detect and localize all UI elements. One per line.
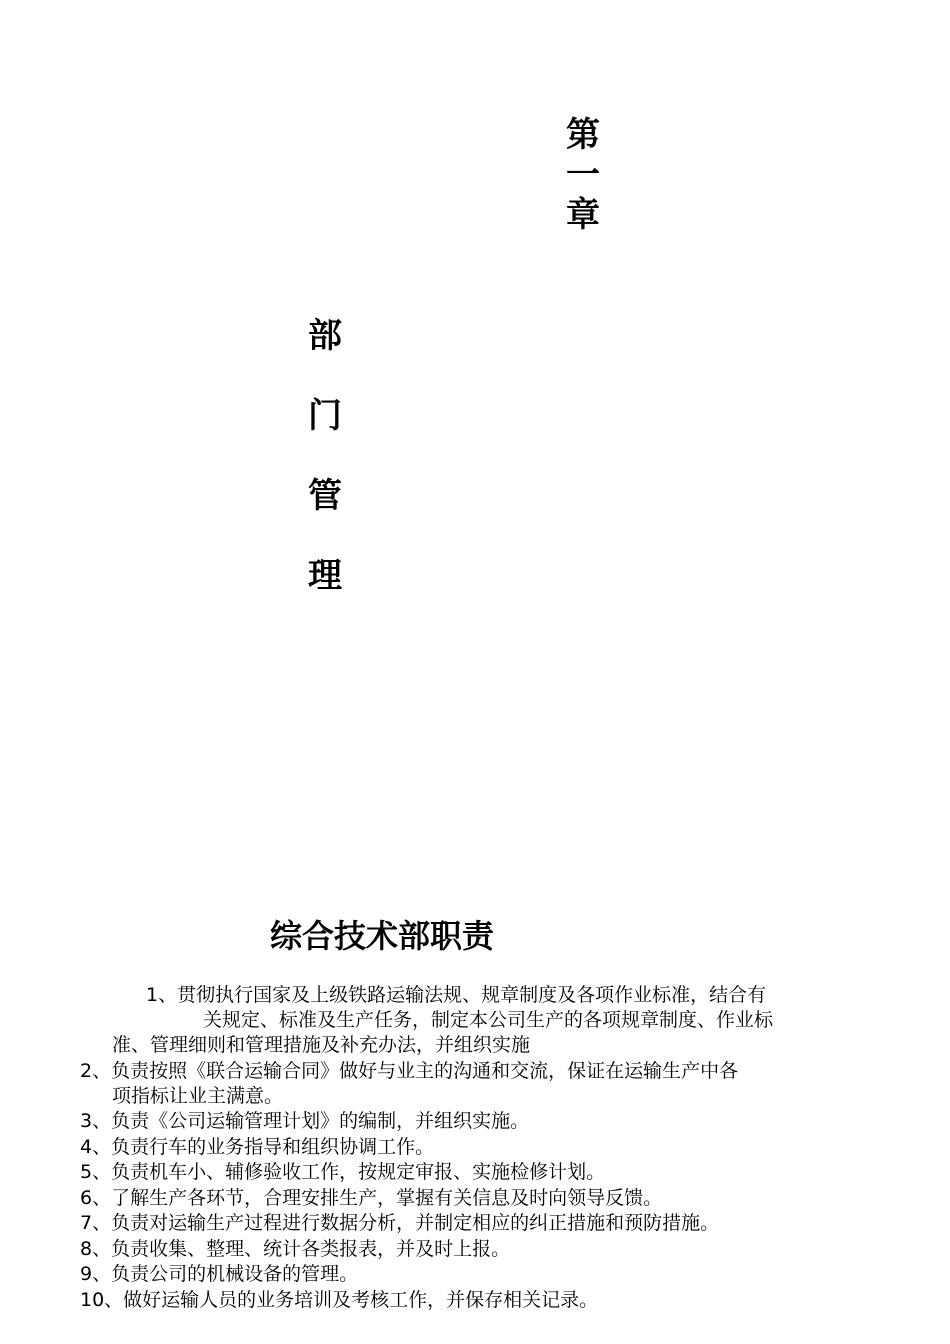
part-char-1: 部 [308, 316, 342, 356]
part-char-2: 门 [308, 396, 342, 436]
duty-line: 7、负责对运输生产过程进行数据分析，并制定相应的纠正措施和预防措施。 [80, 1212, 720, 1234]
duty-line: 项指标让业主满意。 [112, 1085, 284, 1107]
section-title: 综合技术部职责 [270, 917, 495, 955]
chapter-char-3: 章 [566, 195, 600, 235]
chapter-char-2: 一 [566, 155, 600, 195]
duty-line: 8、负责收集、整理、统计各类报表，并及时上报。 [80, 1238, 511, 1260]
duty-line: 6、了解生产各环节，合理安排生产，掌握有关信息及时向领导反馈。 [80, 1187, 663, 1209]
duty-line: 1、贯彻执行国家及上级铁路运输法规、规章制度及各项作业标准，结合有 [146, 984, 767, 1006]
duty-line: 10、做好运输人员的业务培训及考核工作，并保存相关记录。 [80, 1289, 599, 1311]
part-char-3: 管 [308, 476, 342, 516]
chapter-char-1: 第 [566, 115, 600, 155]
duty-line: 9、负责公司的机械设备的管理。 [80, 1263, 359, 1285]
duty-line: 准、管理细则和管理措施及补充办法，并组织实施 [112, 1034, 531, 1056]
duty-line: 2、负责按照《联合运输合同》做好与业主的沟通和交流，保证在运输生产中各 [80, 1060, 739, 1082]
duty-line: 关规定、标准及生产任务，制定本公司生产的各项规章制度、作业标 [203, 1009, 774, 1031]
part-char-4: 理 [308, 556, 342, 596]
duty-line: 4、负责行车的业务指导和组织协调工作。 [80, 1136, 435, 1158]
duty-line: 3、负责《公司运输管理计划》的编制，并组织实施。 [80, 1110, 530, 1132]
duty-line: 5、负责机车小、辅修验收工作，按规定审报、实施检修计划。 [80, 1161, 606, 1183]
